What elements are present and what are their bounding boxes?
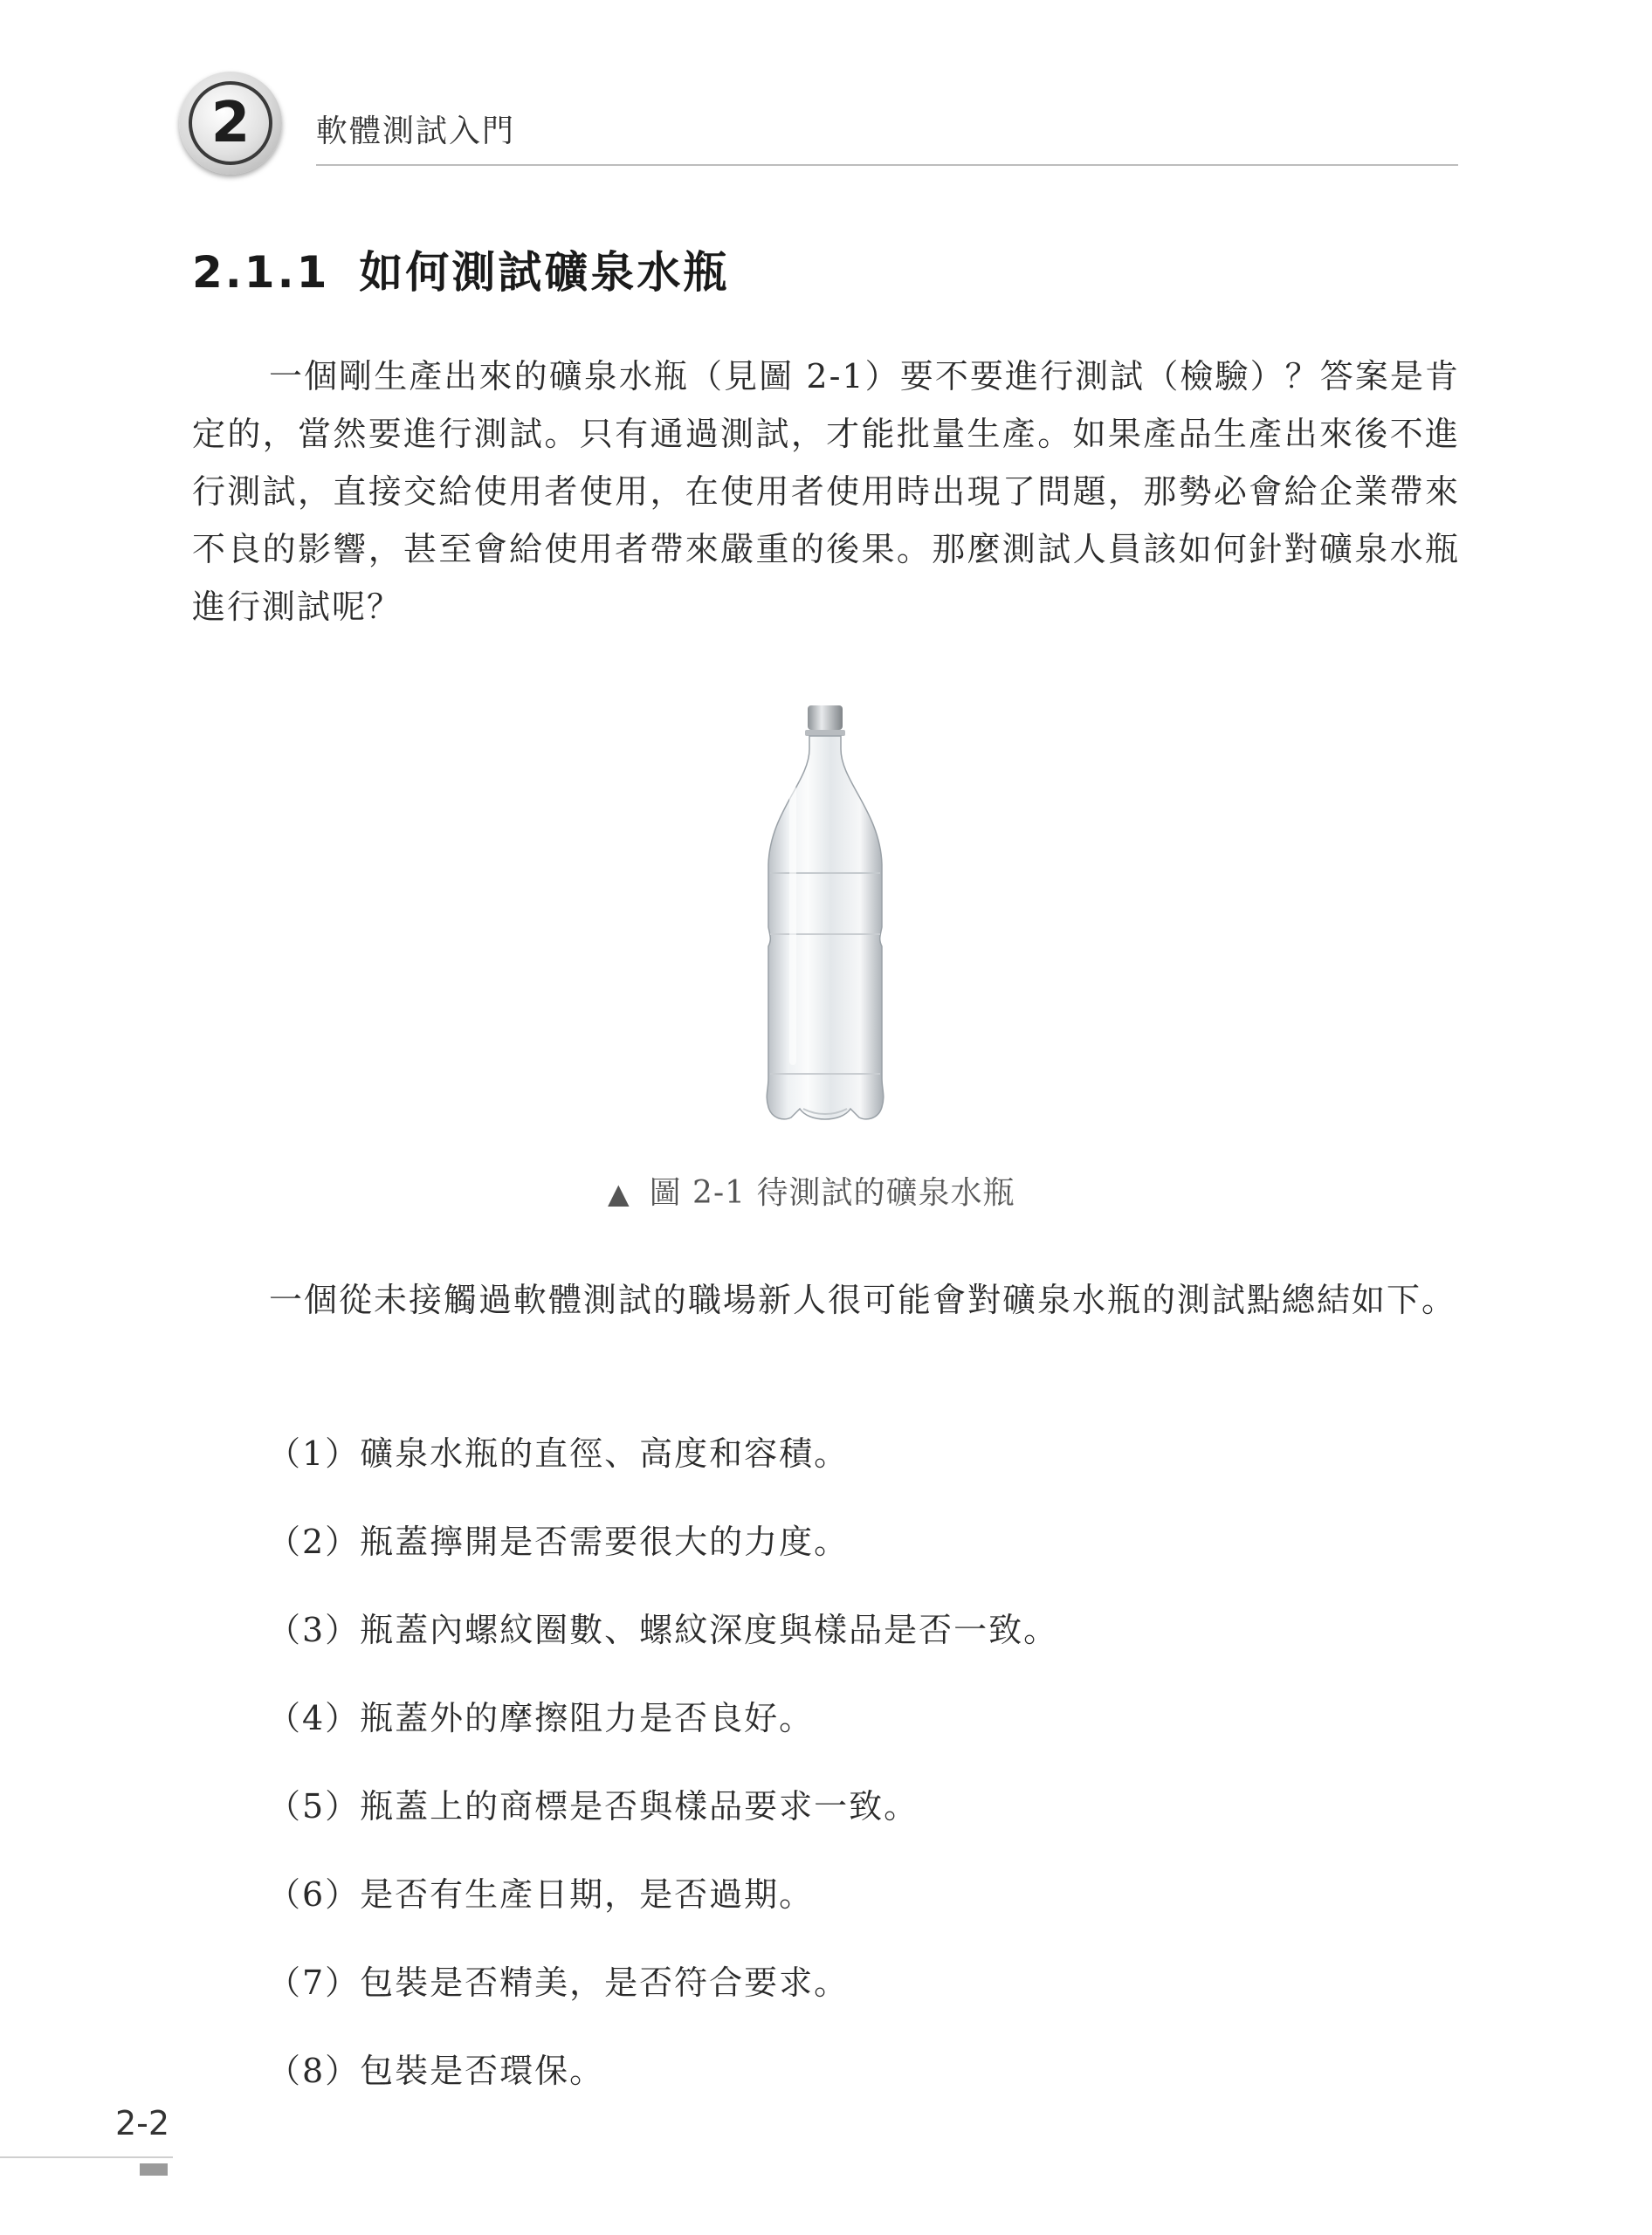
chapter-badge <box>179 72 282 175</box>
triangle-marker-icon: ▲ <box>608 1177 630 1210</box>
chapter-badge-ring <box>189 81 272 165</box>
header-divider <box>316 164 1458 166</box>
list-item: （7）包裝是否精美，是否符合要求。 <box>267 1963 850 2002</box>
section-heading <box>192 237 729 300</box>
list-item: （5）瓶蓋上的商標是否與樣品要求一致。 <box>267 1787 919 1826</box>
figure-caption <box>608 1168 1015 1213</box>
list-item: （8）包裝是否環保。 <box>267 2052 605 2090</box>
test-point-list <box>267 1425 1058 2130</box>
water-bottle-image <box>751 698 899 1152</box>
body-paragraph: 一個從未接觸過軟體測試的職場新人很可能會對礦泉水瓶的測試點總結如下。 <box>269 1281 1457 1319</box>
list-item: （3）瓶蓋內螺紋圈數、螺紋深度與樣品是否一致。 <box>267 1611 1059 1649</box>
running-title: 軟體測試入門 <box>316 113 516 149</box>
footer-marker <box>140 2163 168 2176</box>
section-number: 2.1.1 <box>192 247 330 298</box>
page-number: 2-2 <box>115 2104 170 2142</box>
section-title: 如何測試礦泉水瓶 <box>359 247 730 298</box>
list-item: （2）瓶蓋擰開是否需要很大的力度。 <box>267 1523 850 1561</box>
figure-caption-text: 圖 2-1 待測試的礦泉水瓶 <box>649 1175 1015 1211</box>
list-item: （1）礦泉水瓶的直徑、高度和容積。 <box>267 1434 850 1473</box>
list-item: （6）是否有生產日期，是否過期。 <box>267 1875 815 1914</box>
chapter-number: 2 <box>210 91 251 155</box>
intro-paragraph: 一個剛生產出來的礦泉水瓶（見圖 2-1）要不要進行測試（檢驗）？答案是肯定的，當然要進行測試。只有通過測試，才能批量生產。如果產品生產出來後不進行測試，直接交給使用者使用，在使用者使用時出現了問題，那勢必會給企業帶來不良的影響，甚至會給使用者帶來嚴重的後果。那麼測試人員該如何針對礦泉水瓶進行測試呢？ <box>192 357 1460 626</box>
footer-divider <box>0 2156 173 2158</box>
list-item: （4）瓶蓋外的摩擦阻力是否良好。 <box>267 1699 815 1737</box>
